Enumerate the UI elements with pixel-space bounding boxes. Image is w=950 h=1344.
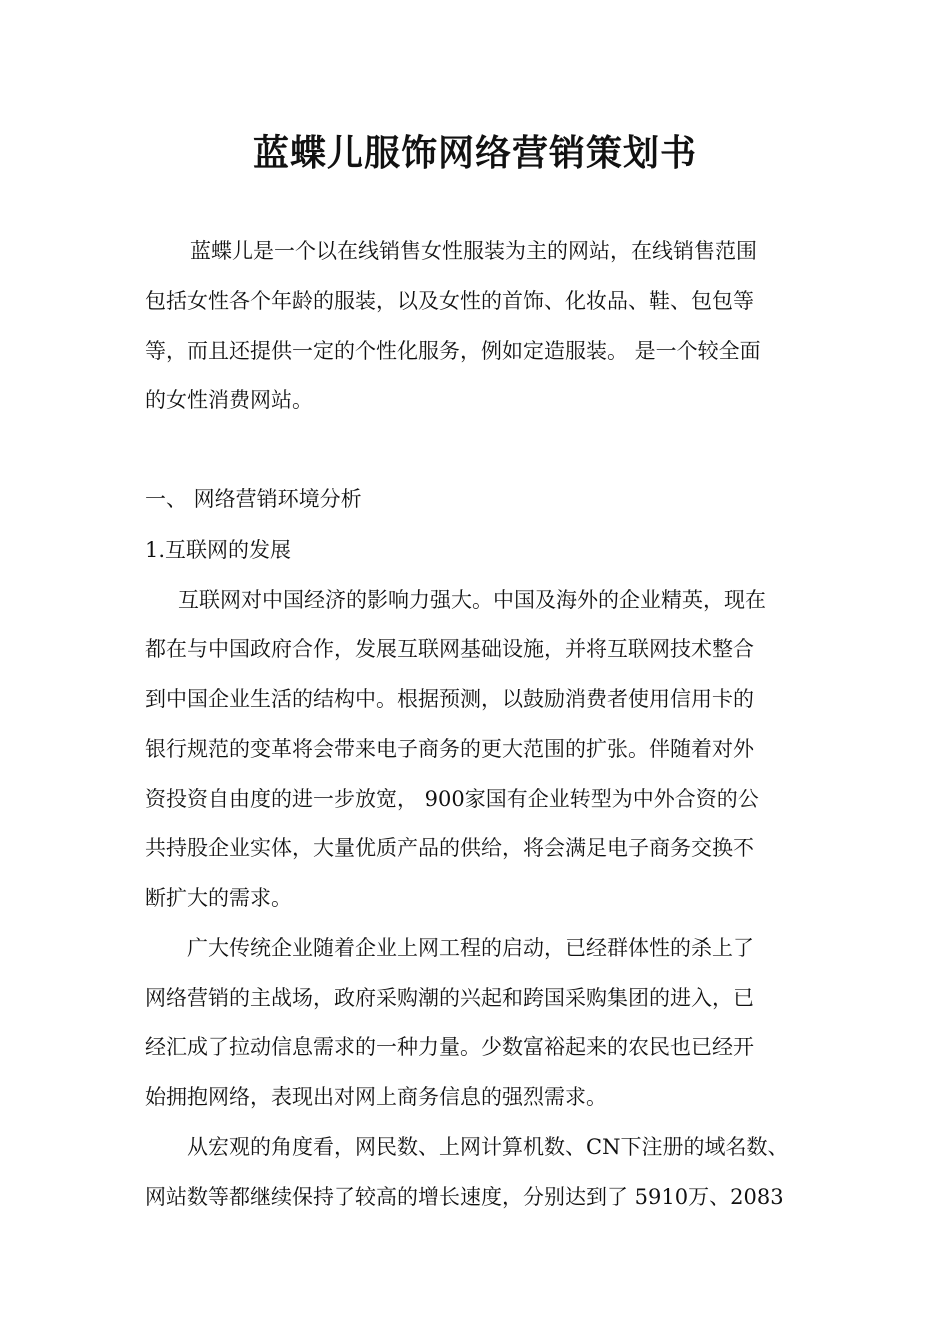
paragraph-1-line-4: 银行规范的变革将会带来电子商务的更大范围的扩张。伴随着对外 [145,737,754,761]
paragraph-2-line-4: 始拥抱网络，表现出对网上商务信息的强烈需求。 [145,1085,607,1109]
document-title: 蓝蝶儿服饰网络营销策划书 [252,132,697,174]
paragraph-1-line-1: 互联网对中国经济的影响力强大。中国及海外的企业精英，现在 [178,588,766,612]
paragraph-1-line-3: 到中国企业生活的结构中。根据预测，以鼓励消费者使用信用卡的 [145,687,754,711]
paragraph-1-line-2: 都在与中国政府合作，发展互联网基础设施，并将互联网技术整合 [145,637,754,661]
intro-line-3: 等，而且还提供一定的个性化服务，例如定造服装。 是一个较全面 [145,339,761,363]
paragraph-1-line-7: 断扩大的需求。 [145,886,292,910]
intro-line-1: 蓝蝶儿是一个以在线销售女性服装为主的网站，在线销售范围 [190,239,757,263]
intro-line-4: 的女性消费网站。 [145,388,313,412]
subheading: 1.互联网的发展 [145,538,292,562]
paragraph-3-line-1: 从宏观的角度看，网民数、上网计算机数、CN下注册的域名数、 [187,1135,789,1159]
paragraph-3-line-2: 网站数等都继续保持了较高的增长速度，分别达到了 5910万、2083 [145,1185,784,1209]
intro-line-2: 包括女性各个年龄的服装，以及女性的首饰、化妆品、鞋、包包等 [145,289,754,313]
paragraph-2-line-3: 经汇成了拉动信息需求的一种力量。少数富裕起来的农民也已经开 [145,1035,754,1059]
paragraph-2-line-2: 网络营销的主战场，政府采购潮的兴起和跨国采购集团的进入，已 [145,986,754,1010]
section-heading: 一、 网络营销环境分析 [145,487,362,511]
paragraph-1-line-5: 资投资自由度的进一步放宽， 900家国有企业转型为中外合资的公 [145,787,759,811]
paragraph-2-line-1: 广大传统企业随着企业上网工程的启动，已经群体性的杀上了 [187,936,754,960]
paragraph-1-line-6: 共持股企业实体，大量优质产品的供给，将会满足电子商务交换不 [145,836,754,860]
